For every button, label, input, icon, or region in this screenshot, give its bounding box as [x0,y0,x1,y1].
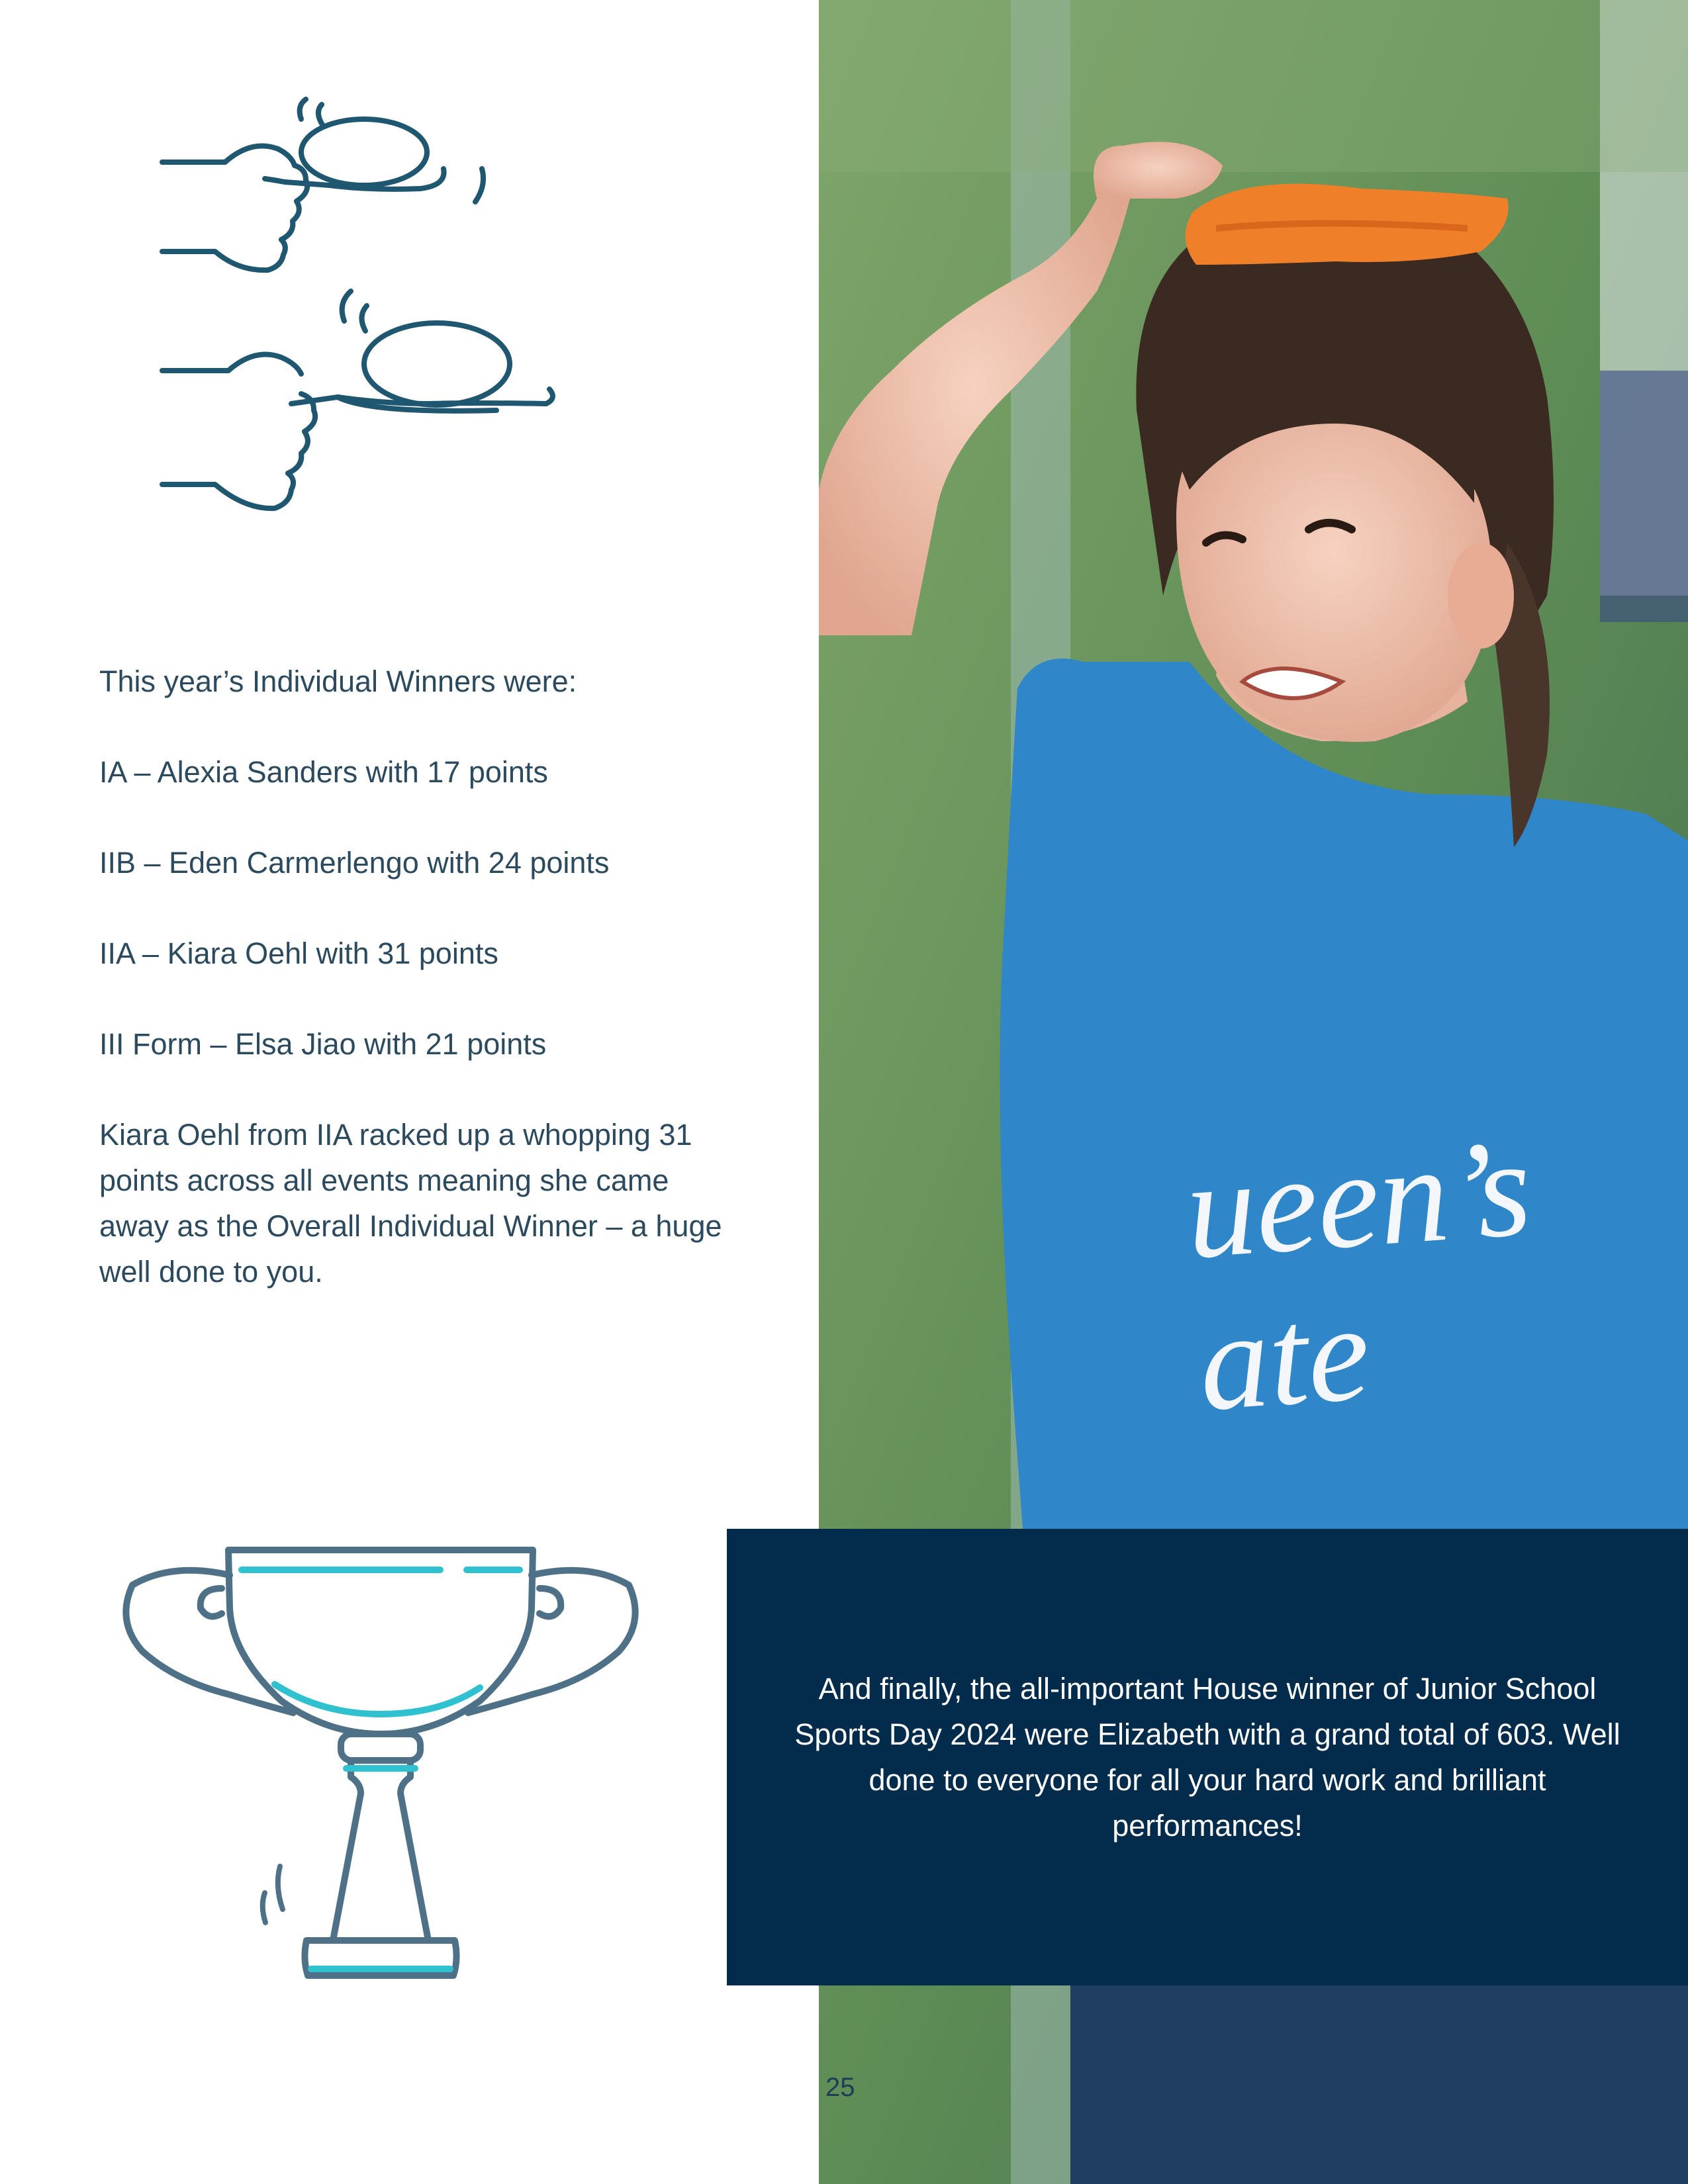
shirt-lettering-line1: ueen’s [1181,1111,1536,1288]
winner-item: IIB – Eden Carmerlengo with 24 points [99,846,610,880]
winner-item: III Form – Elsa Jiao with 21 points [99,1027,547,1061]
page-number: 25 [825,2073,855,2102]
overall-winner-paragraph: Kiara Oehl from IIA racked up a whopping 31 points across all events meaning she came away as the Overall Individual Winner – a huge well done to you. [99,1118,722,1289]
egg-and-spoon-icon [152,93,563,529]
winner-item: IIA – Kiara Oehl with 31 points [99,936,498,970]
trophy-icon [122,1535,652,1999]
house-winner-callout [727,1529,1688,1985]
individual-winners-section [99,659,735,1340]
house-winner-text: And finally, the all-important House winner of Junior School Sports Day 2024 were Elizabeth with a grand total of 603. Well done to everyone for all your hard work and brilliant performances! [794,1672,1620,1843]
shirt-lettering-line2: ate [1194,1275,1375,1440]
winner-item: IA – Alexia Sanders with 17 points [99,755,548,789]
winners-intro: This year’s Individual Winners were: [99,664,577,698]
